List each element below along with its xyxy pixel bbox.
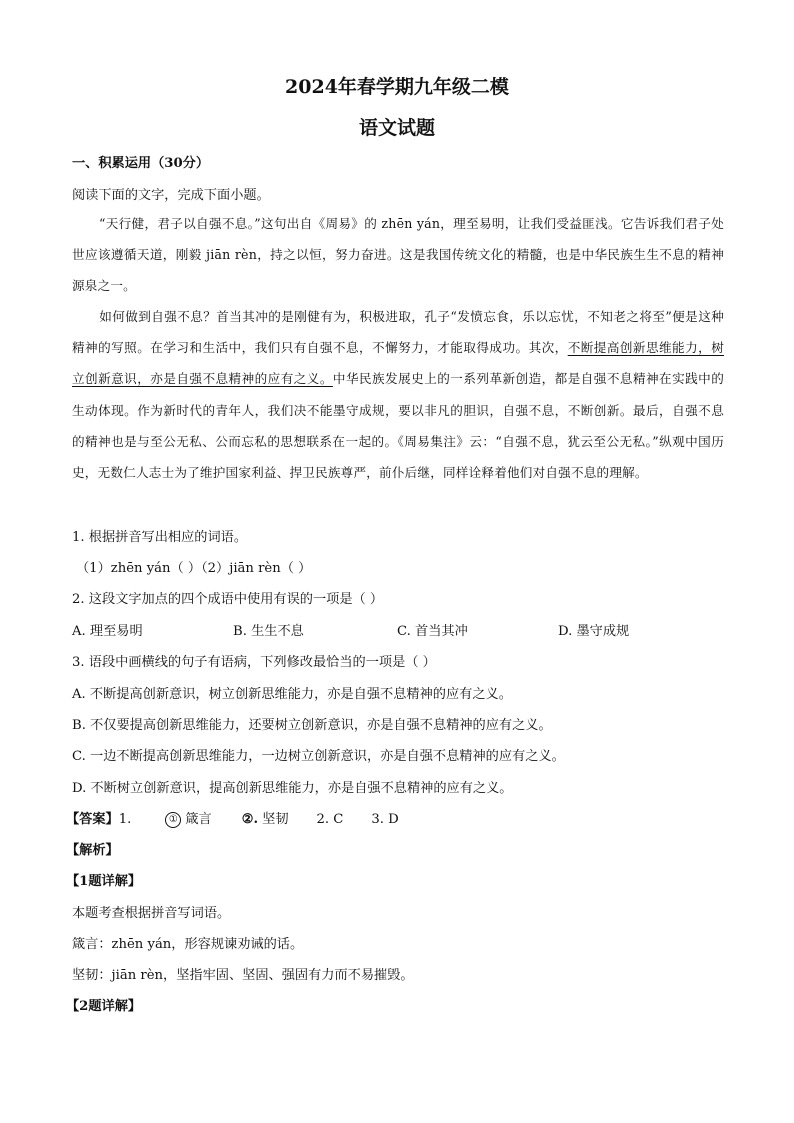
answer-q1-num: 1.	[118, 812, 132, 827]
q2-option-a: A. 理至易明	[72, 624, 143, 639]
answer-word-2: 坚韧	[262, 812, 289, 827]
answer-q2: 2. C	[316, 812, 344, 827]
answer-label: 【答案】	[66, 812, 119, 827]
passage-p2-text-a: 如何做到自强不息？首当其冲的是刚健有为，积极进取，孔子“发愤忘食，乐以忘忧，不知老之将至”便是这种精神的写照。在学习和生活中，我们只有自强不息，不懈努力，才能取得成功。其次，	[72, 309, 724, 356]
q2-option-c: C. 首当其冲	[397, 624, 468, 639]
analysis-label: 【解析】	[66, 843, 119, 858]
q1-detail-heading: 【1题详解】	[66, 874, 142, 889]
q1-detail-line-2: 坚韧：jiān rèn，坚指牢固、坚固、强固有力而不易摧毁。	[72, 968, 414, 983]
question-1-blanks: （1）zhēn yán（ ）（2）jiān rèn（ ）	[76, 561, 312, 576]
passage-p2-text-b: 中华民族发展史上的一系列革新创造，都是自强不息精神在实践中的生动体现。作为新时代的青年人，我们决不能墨守成规，要以非凡的胆识，自强不息，不断创新。最后，自强不息的精神也是与至公无私、公而忘私的思想联系在一起的。《周易集注》云：“自强不息，犹云至公无私。”纵观中国历史，无数仁人志士为了维护国家利益、捍卫民族尊严，前仆后继，同样诠释着他们对自强不息的理解。	[72, 371, 725, 481]
question-1-stem: 1. 根据拼音写出相应的词语。	[72, 530, 248, 545]
question-3-stem: 3. 语段中画横线的句子有语病，下列修改最恰当的一项是（ ）	[72, 655, 436, 670]
q1-detail-line-1: 箴言：zhēn yán，形容规谏劝诫的话。	[72, 937, 304, 952]
reading-instruction: 阅读下面的文字，完成下面小题。	[72, 188, 270, 203]
answer-q3: 3. D	[371, 812, 399, 827]
q2-detail-heading: 【2题详解】	[66, 999, 142, 1014]
subject-title: 语文试题	[358, 117, 435, 139]
question-2-stem: 2. 这段文字加点的四个成语中使用有误的一项是（ ）	[72, 592, 384, 607]
circled-two: ②.	[241, 812, 259, 827]
exam-title: 2024年春学期九年级二模	[285, 76, 509, 98]
answer-line	[66, 808, 399, 828]
answer-word-1: 箴言	[185, 812, 212, 827]
underlined-sentence: 不断提高创新思维能力，树立创新意识，亦是自强不息精神的应有之义。	[72, 340, 724, 387]
q3-option-d: D. 不断树立创新意识，提高创新思维能力，亦是自强不息精神的应有之义。	[72, 781, 513, 796]
section-heading: 一、积累运用（30分）	[72, 156, 210, 171]
circled-one: ①	[165, 812, 181, 828]
q2-option-b: B. 生生不息	[233, 624, 304, 639]
passage-paragraph-1	[72, 208, 724, 302]
q1-detail-intro: 本题考查根据拼音写词语。	[72, 906, 231, 921]
q3-option-a: A. 不断提高创新意识，树立创新思维能力，亦是自强不息精神的应有之义。	[72, 687, 512, 702]
passage-paragraph-2	[72, 301, 724, 488]
q3-option-b: B. 不仅要提高创新思维能力，还要树立创新意识，亦是自强不息精神的应有之义。	[72, 718, 552, 733]
q3-option-c: C. 一边不断提高创新思维能力，一边树立创新意识，亦是自强不息精神的应有之义。	[72, 749, 565, 764]
q2-option-d: D. 墨守成规	[558, 624, 630, 639]
passage-p1-text: “天行健，君子以自强不息。”这句出自《周易》的 zhēn yán，理至易明，让我们受益匪浅。它告诉我们君子处世应该遵循天道，刚毅 jiān rèn，持之以恒，努力奋进。这是我国传统文化的精髓，也是中华民族生生不息的精神源泉之一。	[72, 216, 724, 294]
